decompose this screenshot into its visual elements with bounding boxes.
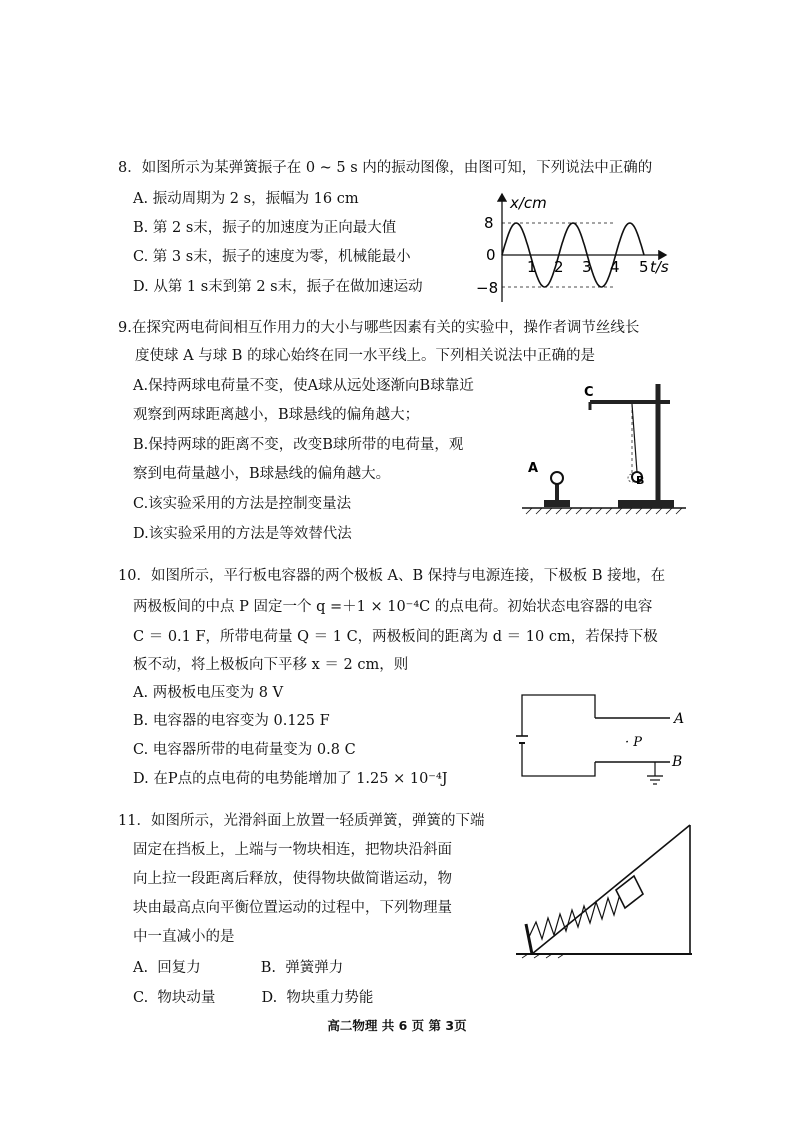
x-tick-label: 2 [554, 258, 564, 276]
label-plate-a: A [674, 711, 685, 727]
q9-option-c: C.该实验采用的方法是控制变量法 [133, 496, 352, 512]
q8-stem: 8．如图所示为某弹簧振子在 0 ~ 5 s 内的振动图像，由图可知，下列说法中正确的 [118, 160, 653, 176]
q10-stem-line2: 两极板间的中点 P 固定一个 q =＋1 × 10⁻⁴C 的点电荷。初始状态电容器的电容 [133, 599, 653, 615]
block [616, 876, 643, 908]
q8-vibration-graph [476, 190, 686, 305]
q11-stem-line5: 中一直减小的是 [133, 929, 235, 945]
x-tick-label: 4 [610, 258, 620, 276]
q11-stem-line4: 块由最高点向平衡位置运动的过程中，下列物理量 [133, 900, 452, 916]
page-footer: 高二物理 共 6 页 第 3页 [327, 1018, 467, 1033]
label-b: B [636, 474, 645, 487]
label-c: C [584, 385, 594, 400]
q10-stem-line3: C ＝ 0.1 F，所带电荷量 Q ＝ 1 C，两极板间的距离为 d ＝ 10 cm，若保持下极 [133, 629, 658, 645]
q8-option-b: B. 第 2 s末，振子的加速度为正向最大值 [133, 220, 397, 236]
x-axis-label: t/s [650, 258, 669, 276]
x-tick-label: 3 [582, 258, 592, 276]
q10-option-c: C. 电容器所带的电荷量变为 0.8 C [133, 742, 356, 758]
y-tick-label: 8 [484, 214, 494, 232]
q9-option-d: D.该实验采用的方法是等效替代法 [133, 526, 352, 542]
q9-apparatus-figure [520, 380, 690, 518]
q10-stem-line1: 10．如图所示，平行板电容器的两个极板 A、B 保持与电源连接，下极板 B 接地，在 [118, 568, 666, 584]
y-axis-label: x/cm [510, 194, 547, 212]
q11-stem-line2: 固定在挡板上，上端与一物块相连，把物块沿斜面 [133, 842, 452, 858]
y-tick-label: −8 [476, 279, 499, 297]
q9-stem-line2: 度使球 A 与球 B 的球心始终在同一水平线上。下列相关说法中正确的是 [135, 348, 596, 364]
q9-option-a-line1: A.保持两球电荷量不变，使A球从远处逐渐向B球靠近 [133, 378, 474, 394]
label-point-p: · P [625, 735, 643, 750]
ball-a [551, 472, 563, 484]
q10-option-b: B. 电容器的电容变为 0.125 F [133, 713, 330, 729]
q8-option-a: A. 振动周期为 2 s，振幅为 16 cm [133, 191, 359, 207]
q8-option-c: C. 第 3 s末，振子的速度为零，机械能最小 [133, 249, 411, 265]
label-a: A [528, 461, 539, 476]
q11-stem-line3: 向上拉一段距离后释放，使得物块做简谐运动，物 [133, 871, 452, 887]
q11-options-row1: A. 回复力 B. 弹簧弹力 [133, 960, 344, 976]
q8-option-d: D. 从第 1 s末到第 2 s末，振子在做加速运动 [133, 279, 423, 295]
y-tick-label: 0 [486, 246, 496, 264]
q9-option-a-line2: 观察到两球距离越小，B球悬线的偏角越大； [133, 407, 420, 423]
q10-option-a: A. 两极板电压变为 8 V [133, 685, 284, 701]
q9-option-b-line2: 察到电荷量越小，B球悬线的偏角越大。 [133, 466, 391, 482]
q11-incline-figure [512, 812, 702, 962]
q10-stem-line4: 板不动，将上极板向下平移 x ＝ 2 cm，则 [133, 657, 409, 673]
x-tick-label: 5 [639, 258, 649, 276]
incline-surface [532, 825, 690, 954]
stop-board [526, 924, 532, 954]
q10-option-d: D. 在P点的点电荷的电势能增加了 1.25 × 10⁻⁴J [133, 771, 448, 787]
label-plate-b: B [672, 754, 683, 770]
q11-stem-line1: 11．如图所示，光滑斜面上放置一轻质弹簧，弹簧的下端 [118, 813, 485, 829]
q10-capacitor-circuit [510, 690, 690, 800]
x-tick-label: 1 [527, 258, 537, 276]
q9-stem-line1: 9.在探究两电荷间相互作用力的大小与哪些因素有关的实验中，操作者调节丝线长 [118, 320, 640, 336]
q11-options-row2: C. 物块动量 D. 物块重力势能 [133, 990, 374, 1006]
q9-option-b-line1: B.保持两球的距离不变，改变B球所带的电荷量，观 [133, 437, 464, 453]
